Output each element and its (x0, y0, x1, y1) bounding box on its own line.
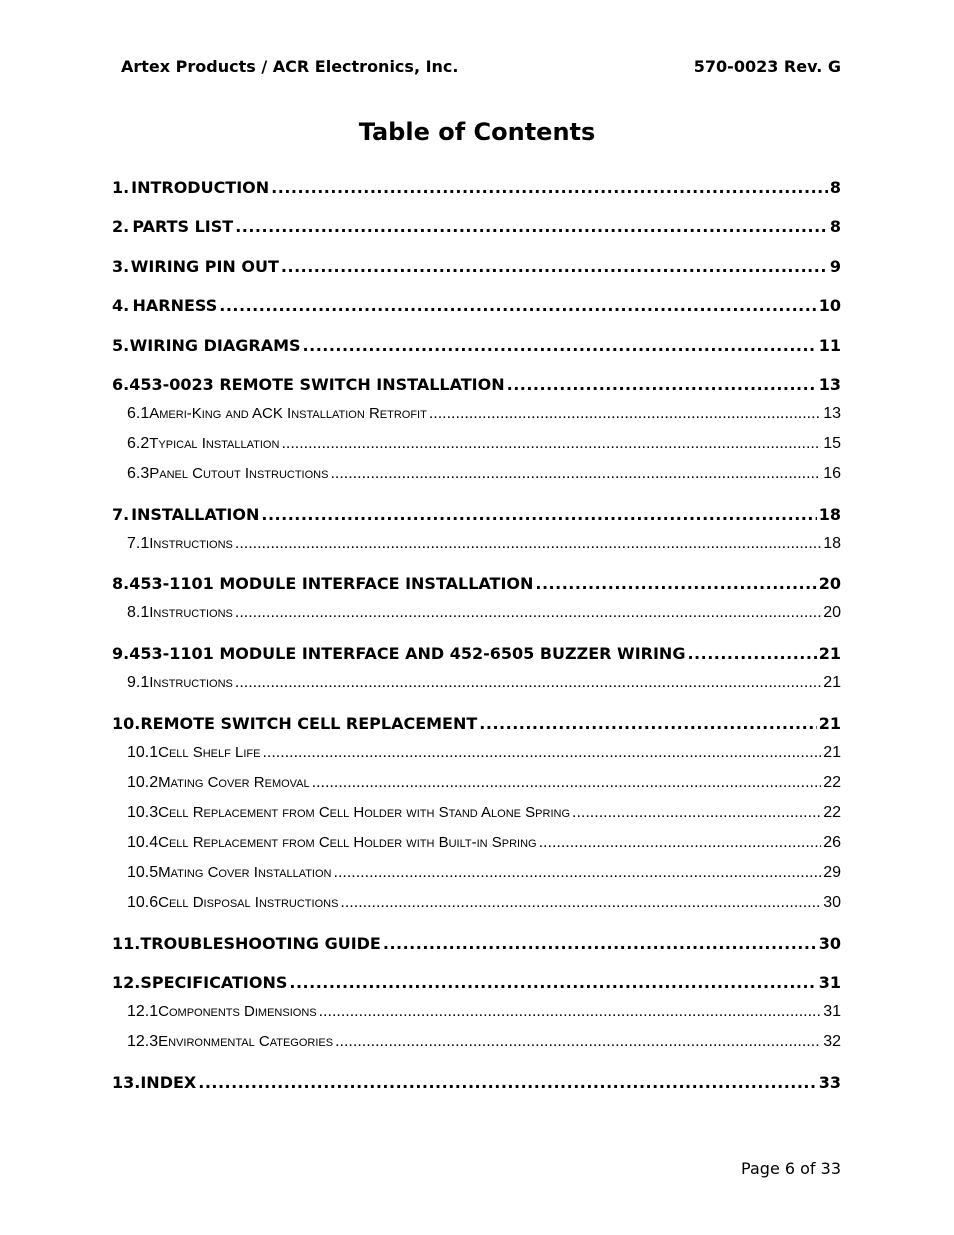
toc-leader-dots (479, 714, 816, 733)
toc-subentry[interactable] (112, 774, 841, 792)
toc-entry-page: 18 (818, 505, 841, 524)
toc-entry-page: 16 (823, 465, 841, 482)
toc-entry-number: 10.4 (127, 834, 159, 851)
toc-entry[interactable] (112, 574, 841, 593)
toc-entry[interactable] (112, 1073, 841, 1092)
toc-entry-number: 12.3 (127, 1033, 159, 1050)
toc-entry-page: 13 (818, 375, 841, 394)
toc-entry-title: TROUBLESHOOTING GUIDE (140, 934, 381, 953)
toc-entry-title: Ameri-King and ACK Installation Retrofit (149, 405, 427, 422)
toc-entry-page: 33 (818, 1073, 841, 1092)
toc-entry-title: INTRODUCTION (131, 178, 270, 197)
toc-leader-dots (262, 744, 821, 762)
toc-entry-number: 10.5 (127, 864, 159, 881)
toc-entry-page: 18 (823, 535, 841, 552)
toc-leader-dots (198, 1073, 817, 1092)
toc-leader-dots (312, 774, 822, 792)
toc-entry-number: 12.1 (127, 1003, 159, 1020)
toc-entry-title: Mating Cover Installation (158, 864, 332, 881)
toc-entry-page: 8 (829, 217, 841, 236)
toc-entry-number: 10.3 (127, 804, 159, 821)
toc-subentry[interactable] (112, 894, 841, 912)
toc-entry-page: 29 (823, 864, 841, 881)
toc-leader-dots (535, 574, 816, 593)
toc-leader-dots (330, 465, 821, 483)
toc-entry-number: 8. (112, 574, 130, 593)
toc-entry-title: INDEX (140, 1073, 197, 1092)
toc-leader-dots (429, 405, 821, 423)
toc-subentry[interactable] (112, 1033, 841, 1051)
toc-entry-title: Cell Disposal Instructions (158, 894, 339, 911)
toc-entry-title: SPECIFICATIONS (140, 973, 288, 992)
toc-entry-title: Instructions (149, 535, 233, 552)
toc-entry-page: 15 (823, 435, 841, 452)
toc-leader-dots (334, 864, 822, 882)
toc-entry[interactable] (112, 934, 841, 953)
toc-subentry[interactable] (112, 834, 841, 852)
toc-entry[interactable] (112, 973, 841, 992)
toc-leader-dots (340, 894, 821, 912)
toc-subentry[interactable] (112, 744, 841, 762)
toc-entry[interactable] (112, 505, 841, 524)
toc-leader-dots (319, 1003, 822, 1021)
toc-subentry[interactable] (112, 804, 841, 822)
toc-entry-number: 11. (112, 934, 141, 953)
toc-entry-title: 453-1101 MODULE INTERFACE INSTALLATION (129, 574, 534, 593)
toc-entry-number: 4. (112, 296, 130, 315)
toc-entry[interactable] (112, 296, 841, 315)
toc-entry[interactable] (112, 336, 841, 355)
toc-entry-title: INSTALLATION (131, 505, 260, 524)
toc-entry-page: 8 (829, 178, 841, 197)
toc-entry-page: 21 (818, 714, 841, 733)
toc-entry-number: 3. (112, 257, 130, 276)
toc-entry-title: 453-1101 MODULE INTERFACE AND 452-6505 BUZZER WIRING (129, 644, 686, 663)
toc-entry-page: 21 (823, 674, 841, 691)
toc-entry-number: 10.6 (127, 894, 159, 911)
page-number: Page 6 of 33 (741, 1159, 841, 1178)
toc-entry-page: 22 (823, 804, 841, 821)
toc-leader-dots (271, 178, 828, 197)
toc-entry-number: 10. (112, 714, 141, 733)
toc-entry-title: Cell Shelf Life (158, 744, 261, 761)
toc-subentry[interactable] (112, 604, 841, 622)
toc-entry-title: Instructions (149, 674, 233, 691)
toc-entry-title: PARTS LIST (132, 217, 234, 236)
toc-entry[interactable] (112, 257, 841, 276)
toc-entry-number: 12. (112, 973, 141, 992)
toc-leader-dots (383, 934, 817, 953)
toc-entry-page: 30 (823, 894, 841, 911)
toc-entry-number: 9.1 (127, 674, 150, 691)
toc-entry-page: 22 (823, 774, 841, 791)
toc-entry-page: 10 (818, 296, 841, 315)
toc-leader-dots (261, 505, 816, 524)
toc-entry[interactable] (112, 217, 841, 236)
toc-subentry[interactable] (112, 1003, 841, 1021)
toc-entry-number: 7. (112, 505, 130, 524)
toc-entry[interactable] (112, 375, 841, 394)
toc-entry[interactable] (112, 178, 841, 197)
toc-entry-title: WIRING DIAGRAMS (129, 336, 301, 355)
toc-entry-title: REMOTE SWITCH CELL REPLACEMENT (140, 714, 478, 733)
toc-entry-title: Components Dimensions (158, 1003, 317, 1020)
toc-entry-page: 21 (823, 744, 841, 761)
toc-subentry[interactable] (112, 465, 841, 483)
toc-subentry[interactable] (112, 405, 841, 423)
toc-entry-number: 2. (112, 217, 130, 236)
toc-entry-number: 9. (112, 644, 130, 663)
toc-entry-page: 26 (823, 834, 841, 851)
toc-entry-number: 6.1 (127, 405, 150, 422)
toc-entry-number: 10.2 (127, 774, 159, 791)
toc-subentry[interactable] (112, 535, 841, 553)
toc-entry-number: 6.2 (127, 435, 150, 452)
page-title: Table of Contents (358, 118, 596, 146)
toc-entry-title: Typical Installation (149, 435, 280, 452)
toc-leader-dots (219, 296, 816, 315)
toc-entry-title: Panel Cutout Instructions (149, 465, 329, 482)
toc-entry-page: 30 (818, 934, 841, 953)
toc-entry-page: 21 (818, 644, 841, 663)
toc-entry-page: 20 (818, 574, 841, 593)
toc-entry-page: 31 (818, 973, 841, 992)
toc-entry-page: 20 (823, 604, 841, 621)
toc-entry-title: Environmental Categories (158, 1033, 334, 1050)
toc-entry-number: 8.1 (127, 604, 150, 621)
toc-entry-number: 5. (112, 336, 130, 355)
toc-entry-number: 7.1 (127, 535, 150, 552)
toc-entry-title: Mating Cover Removal (158, 774, 310, 791)
toc-subentry[interactable] (112, 864, 841, 882)
header-company: Artex Products / ACR Electronics, Inc. (121, 57, 459, 76)
toc-entry-number: 13. (112, 1073, 141, 1092)
toc-leader-dots (235, 217, 828, 236)
toc-leader-dots (572, 804, 821, 822)
toc-entry-page: 32 (823, 1033, 841, 1050)
toc-entry-number: 6.3 (127, 465, 150, 482)
toc-leader-dots (235, 535, 821, 553)
toc-entry-title: 453-0023 REMOTE SWITCH INSTALLATION (129, 375, 505, 394)
header-doc-number: 570-0023 Rev. G (693, 57, 841, 76)
toc-leader-dots (235, 674, 821, 692)
toc-entry-title: Cell Replacement from Cell Holder with Built-in Spring (158, 834, 537, 851)
toc-entry-page: 13 (823, 405, 841, 422)
toc-leader-dots (281, 257, 828, 276)
toc-subentry[interactable] (112, 435, 841, 453)
toc-leader-dots (687, 644, 816, 663)
toc-entry-number: 6. (112, 375, 130, 394)
toc-entry[interactable] (112, 714, 841, 733)
toc-entry-number: 1. (112, 178, 130, 197)
toc-entry[interactable] (112, 644, 841, 663)
toc-leader-dots (335, 1033, 821, 1051)
toc-entry-title: WIRING PIN OUT (130, 257, 279, 276)
toc-entry-title: HARNESS (132, 296, 218, 315)
toc-leader-dots (539, 834, 822, 852)
toc-entry-title: Instructions (149, 604, 233, 621)
toc-entry-page: 9 (829, 257, 841, 276)
toc-entry-title: Cell Replacement from Cell Holder with Stand Alone Spring (158, 804, 571, 821)
toc-leader-dots (281, 435, 821, 453)
toc-entry-page: 11 (818, 336, 841, 355)
toc-leader-dots (507, 375, 817, 394)
toc-leader-dots (303, 336, 817, 355)
toc-subentry[interactable] (112, 674, 841, 692)
toc-entry-number: 10.1 (127, 744, 159, 761)
toc-leader-dots (289, 973, 816, 992)
toc-entry-page: 31 (823, 1003, 841, 1020)
toc-leader-dots (235, 604, 821, 622)
